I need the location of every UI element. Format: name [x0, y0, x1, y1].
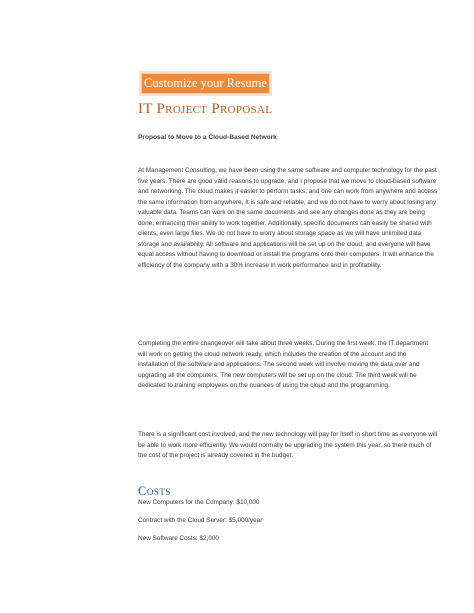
- customize-resume-button[interactable]: Customize your Resume: [141, 73, 270, 94]
- document-title: IT Project Proposal: [138, 101, 273, 117]
- document-subtitle: Proposal to Move to a Cloud-Based Network: [138, 134, 277, 141]
- body-paragraph: Completing the entire changeover will take about three weeks. During the first week, the IT department will work on getting the cloud network ready, which includes the creation of the account and the installation of the software and applications. The second week will involve moving the data over and upgrading all the computers. The new computers will be set up on the cloud. The third week will be dedicated to training employees on the nuances of using the cloud and the programming.: [138, 340, 429, 390]
- body-paragraph: At Management Consulting, we have been using the same software and computer technology for the past five years. There are good valid reasons to upgrade, and I propose that we move to cloud-based software and networking. The cloud makes it easier to perform tasks, and one can work from anywhere and access the same information from anywhere. It is safe and reliable, and we do not have to worry about losing any valuable data. Teams can work on the same documents and see any changes done as they are being done, enhancing their ability to work together. Additionally, specific documents can easily be shared with clients, even large files. We do not have to worry about storage space as we will have unlimited data storage and availability. All software and applications will be set up on the cloud, and everyone will have equal access without having to download or install the programs onto their computers. It will enhance the efficiency of the company with a 30% increase in work performance and in profitability.: [138, 167, 438, 269]
- cost-item: New Computers for the Company: $10,000: [138, 499, 260, 506]
- cost-item: Contract with the Cloud Server: $5,000/year: [138, 517, 263, 524]
- cost-item: New Software Costs: $2,000: [138, 535, 219, 542]
- body-paragraph: There is a significant cost involved, and the new technology will pay for itself in short time as everyone will be able to work more efficiently. We would normally be upgrading the system this year, so there much of the cost of the project is already covered in the budget.: [138, 431, 438, 460]
- costs-heading: Costs: [138, 484, 171, 498]
